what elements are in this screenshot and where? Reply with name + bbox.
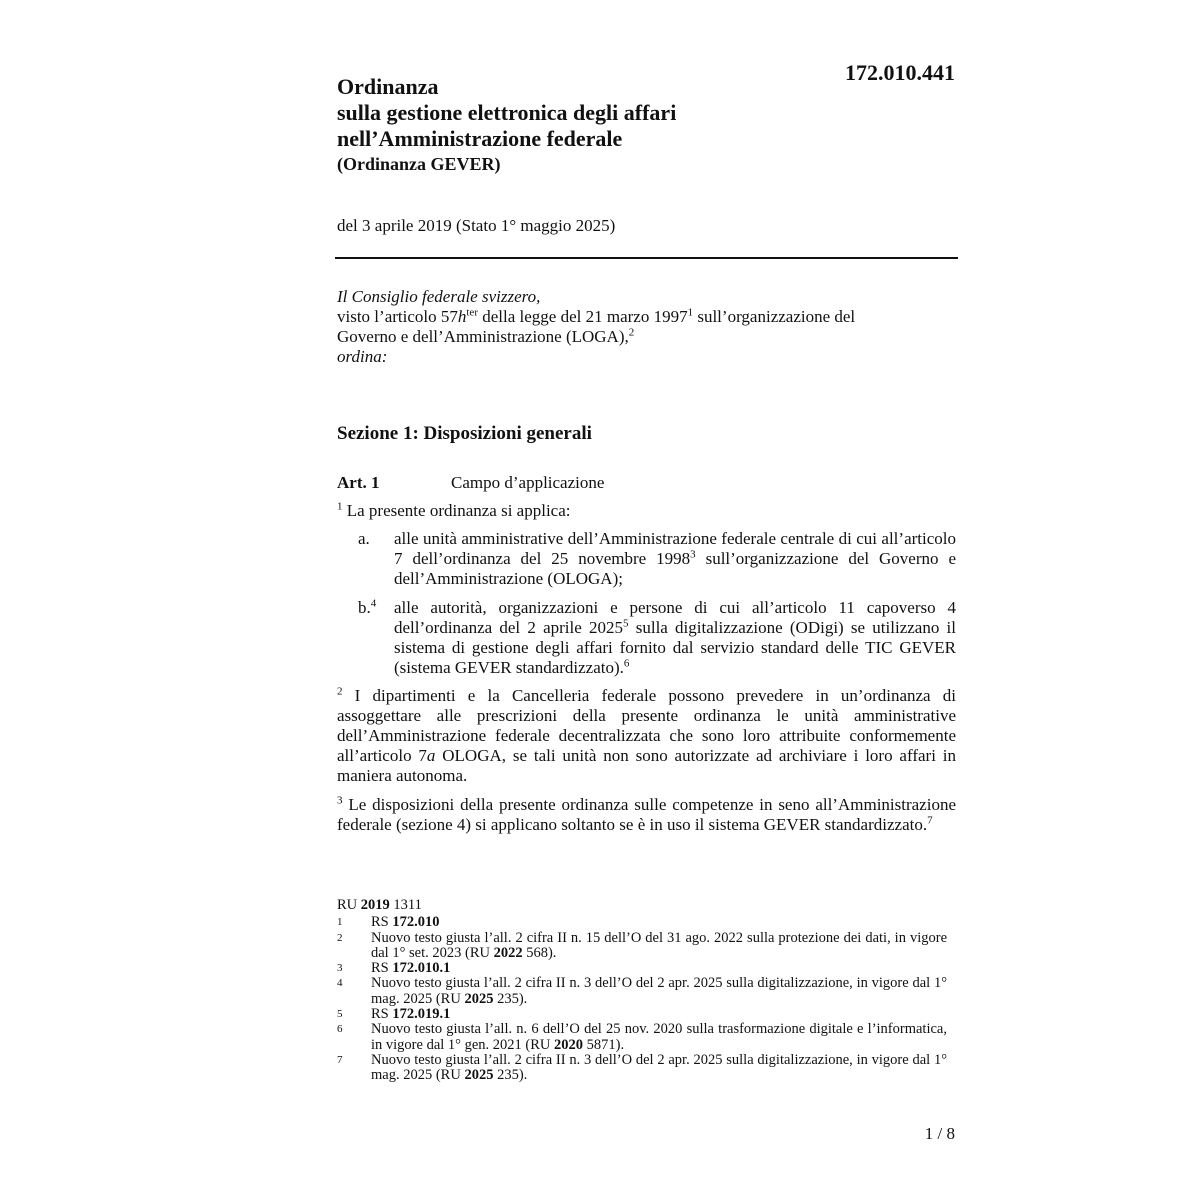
footnote-text: [371, 961, 947, 976]
article-number: Art. 1: [337, 473, 380, 492]
fn-post: 568).: [522, 944, 557, 961]
fn-bold: 2020: [554, 1036, 583, 1053]
fn-post: 235).: [493, 990, 528, 1007]
footnote-ref[interactable]: 3: [690, 548, 696, 561]
footnote-item: [337, 1022, 947, 1053]
paragraph-2: [337, 686, 956, 786]
fn-post: 235).: [493, 1067, 528, 1084]
basis-ter: ter: [466, 306, 478, 319]
fn-pre: Nuovo testo giusta l’all. 2 cifra II n. 3 dell’O del 2 apr. 2025 sulla digitalizzazione, in vigore dal 1° mag. 2025 (RU: [371, 1051, 947, 1084]
page-number: 1 / 8: [924, 1124, 955, 1143]
footnote-ref[interactable]: 6: [623, 657, 630, 670]
footnote-text: [371, 915, 947, 930]
footnote-text: [371, 1007, 947, 1022]
title-line: sulla gestione elettronica degli affari: [337, 100, 677, 125]
fn-bold: 172.019.1: [392, 1006, 451, 1023]
header-rule: [335, 257, 958, 259]
footnote-number: 2: [337, 931, 343, 944]
paragraph-3: [337, 795, 956, 835]
fn-pre: Nuovo testo giusta l’all. 2 cifra II n. 15 dell’O del 31 ago. 2022 sulla protezione dei dati, in vigore dal 1° set. 2023 (RU: [371, 929, 947, 961]
footnote-ref[interactable]: 2: [628, 326, 635, 339]
fn-bold: 2025: [464, 1067, 494, 1084]
footnote-number: 4: [337, 977, 343, 990]
footnote-ref[interactable]: 5: [623, 617, 629, 630]
footnote-item: [337, 915, 947, 930]
title-line: Ordinanza: [337, 74, 439, 99]
footnote-text: [371, 1022, 947, 1053]
basis-text: visto l’articolo 57: [337, 307, 458, 326]
footnote-number: 5: [337, 1008, 343, 1021]
footnote-item: [337, 976, 947, 1007]
footnotes: [337, 898, 947, 1084]
date-line: del 3 aprile 2019 (Stato 1° maggio 2025): [337, 216, 616, 235]
item-letter: b.: [358, 598, 371, 617]
footnote-ref[interactable]: 7: [927, 814, 933, 827]
footnote-item: [337, 1007, 947, 1022]
paragraph-text: Le disposizioni della presente ordinanza sulle competenze in seno all’Amministrazione federale (sezione 4) si applicano soltanto se è in uso il sistema GEVER standardizzato.: [337, 795, 956, 834]
item-b-label: [358, 598, 376, 618]
item-text: sulla digitalizzazione (ODigi) se utilizzano il sistema di gestione degli affari fornito dal servizio standard delle TIC GEVER (sistema GEVER standardizzato).: [394, 618, 956, 677]
footnote-number: 3: [337, 962, 343, 975]
section-heading: Sezione 1: Disposizioni generali: [337, 423, 592, 444]
fn-post: 5871).: [583, 1036, 625, 1053]
item-text: sull’organizzazione del Governo e dell’Amministrazione (OLOGA);: [394, 549, 957, 588]
paragraph-text: La presente ordinanza si applica:: [342, 501, 571, 520]
footnote-text: [371, 976, 947, 1007]
fn-pre: Nuovo testo giusta l’all. n. 6 dell’O del 25 nov. 2020 sulla trasformazione digitale e l’informatica, in vigore dal 1° gen. 2021 (RU: [371, 1021, 947, 1053]
footnote-item: [337, 1053, 947, 1084]
title-line: nell’Amministrazione federale: [337, 126, 623, 151]
basis-text: sull’organizzazione del Governo e dell’Amministrazione (LOGA),: [337, 307, 856, 346]
basis-text: della legge del 21 marzo 1997: [477, 307, 688, 326]
fn-bold: 2022: [493, 944, 523, 961]
ru-reference: [337, 898, 947, 913]
footnote-number: 6: [337, 1023, 343, 1036]
footnote-number: 1: [337, 916, 343, 929]
short-title: (Ordinanza GEVER): [337, 154, 501, 174]
paragraph-text: I dipartimenti e la Cancelleria federale possono prevedere in un’ordinanza di assoggettare alle prescrizioni della presente ordinanza le unità amministrative dell’Amministrazione federale decentralizzata che sono loro attribuite conformemente all’articolo 7: [337, 686, 956, 765]
ru-year: 2019: [360, 897, 390, 913]
fn-bold: 172.010.1: [392, 960, 451, 977]
footnote-ref[interactable]: 1: [687, 306, 694, 319]
fn-pre: RS: [371, 914, 393, 931]
item-b-text: [394, 598, 956, 678]
footnote-text: [371, 1053, 947, 1084]
preamble-ordains: ordina:: [337, 347, 388, 366]
preamble-basis: [337, 307, 907, 347]
paragraph-number: 1: [337, 500, 343, 513]
footnote-item: [337, 961, 947, 976]
item-a-text: [394, 529, 956, 589]
footnote-item: [337, 931, 947, 962]
item-a-label: a.: [358, 529, 370, 548]
paragraph-text-italic: a: [426, 746, 436, 765]
document-title: [337, 74, 676, 152]
fn-pre: RS: [371, 1006, 393, 1023]
footnote-number: 7: [337, 1053, 343, 1066]
footnote-text: [371, 931, 947, 962]
preamble-authority: Il Consiglio federale svizzero,: [337, 287, 541, 306]
paragraph-number: 2: [337, 685, 343, 698]
fn-pre: Nuovo testo giusta l’all. 2 cifra II n. 3 dell’O del 2 apr. 2025 sulla digitalizzazione, in vigore dal 1° mag. 2025 (RU: [371, 975, 947, 1007]
fn-bold: 2025: [464, 990, 494, 1007]
systematic-number: 172.010.441: [845, 60, 955, 85]
ru-page: 1311: [389, 897, 422, 913]
item-text: alle autorità, organizzazioni e persone di cui all’articolo 11 capoverso 4 dell’ordinanza del 2 aprile 2025: [394, 598, 956, 637]
article-title: Campo d’applicazione: [451, 473, 605, 492]
fn-bold: 172.010: [392, 914, 440, 931]
paragraph-text: OLOGA, se tali unità non sono autorizzate ad archiviare i loro affari in maniera autonoma.: [337, 746, 956, 785]
ru-prefix: RU: [337, 897, 361, 913]
basis-h: h: [457, 307, 467, 326]
paragraph-number: 3: [337, 794, 343, 807]
item-text: alle unità amministrative dell’Amministrazione federale centrale di cui all’articolo 7 dell’ordinanza del 25 novembre 1998: [394, 529, 956, 568]
paragraph-1-intro: [337, 501, 956, 521]
footnote-ref[interactable]: 4: [370, 597, 377, 610]
fn-pre: RS: [371, 960, 393, 977]
preamble: [337, 287, 957, 367]
